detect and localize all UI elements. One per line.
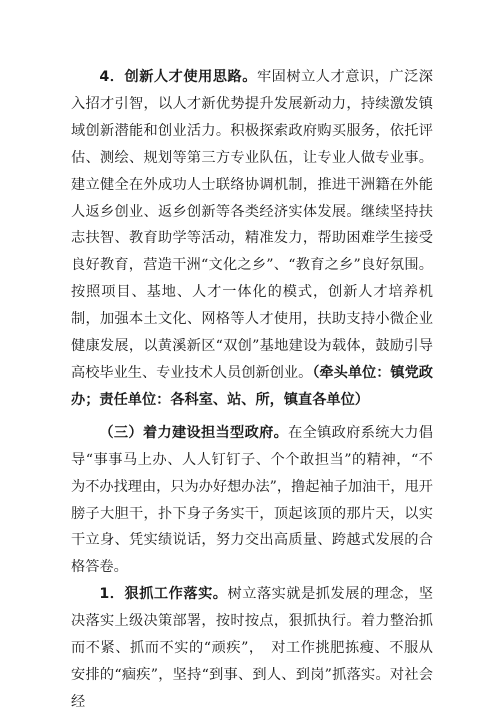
paragraph-work-implementation [71, 581, 433, 716]
paragraph-talent-usage [71, 64, 433, 414]
section-heading: （三）着力建设担当型政府。 [99, 424, 289, 441]
paragraph-body: 树立落实就是抓发展的理念，坚决落实上级决策部署，按时按点，狠抓执行。着力整治抓而不紧、抓而不实的“顽疾”， 对工作挑肥拣瘦、不服从安排的“痼疾”，坚持“到事、到人、到岗”抓落实。对社会经 [71, 586, 433, 710]
paragraph-body: 在全镇政府系统大力倡导“事事马上办、人人钉钉子、个个敢担当”的精神，“不为不办找理由，只为办好想办法”，撸起袖子加油干，甩开膀子大胆干，扑下身子务实干，顶起该顶的那片天，以实干立身、凭实绩说话，努力交出高质量、跨越式发展的合格答卷。 [71, 424, 433, 576]
document-body [71, 64, 433, 716]
paragraph-body: 牢固树立人才意识，广泛深入招才引智，以人才新优势提升发展新动力，持续激发镇域创新潜能和创业活力。积极探索政府购买服务，依托评估、测绘、规划等第三方专业队伍，让专业人做专业事。建立健全在外成功人士联络协调机制，推进干洲籍在外能人返乡创业、返乡创新等各类经济实体发展。继续坚持扶志扶智、教育助学等活动，精准发力，帮助困难学生接受良好教育，营造干洲“文化之乡”、“教育之乡”良好氛围。按照项目、基地、人才一体化的模式，创新人才培养机制，加强本土文化、网格等人才使用，扶助支持小微企业健康发展，以黄溪新区“双创”基地建设为载体，鼓励引导高校毕业生、专业技术人员创新创业。 [71, 69, 433, 381]
responsible-units: （牵头单位：镇党政办；责任单位：各科室、站、所，镇直各单位） [71, 364, 433, 408]
paragraph-heading: 1．狠抓工作落实。 [99, 586, 228, 603]
paragraph-section-three [71, 420, 433, 581]
paragraph-heading: 4．创新人才使用思路。 [99, 69, 257, 85]
